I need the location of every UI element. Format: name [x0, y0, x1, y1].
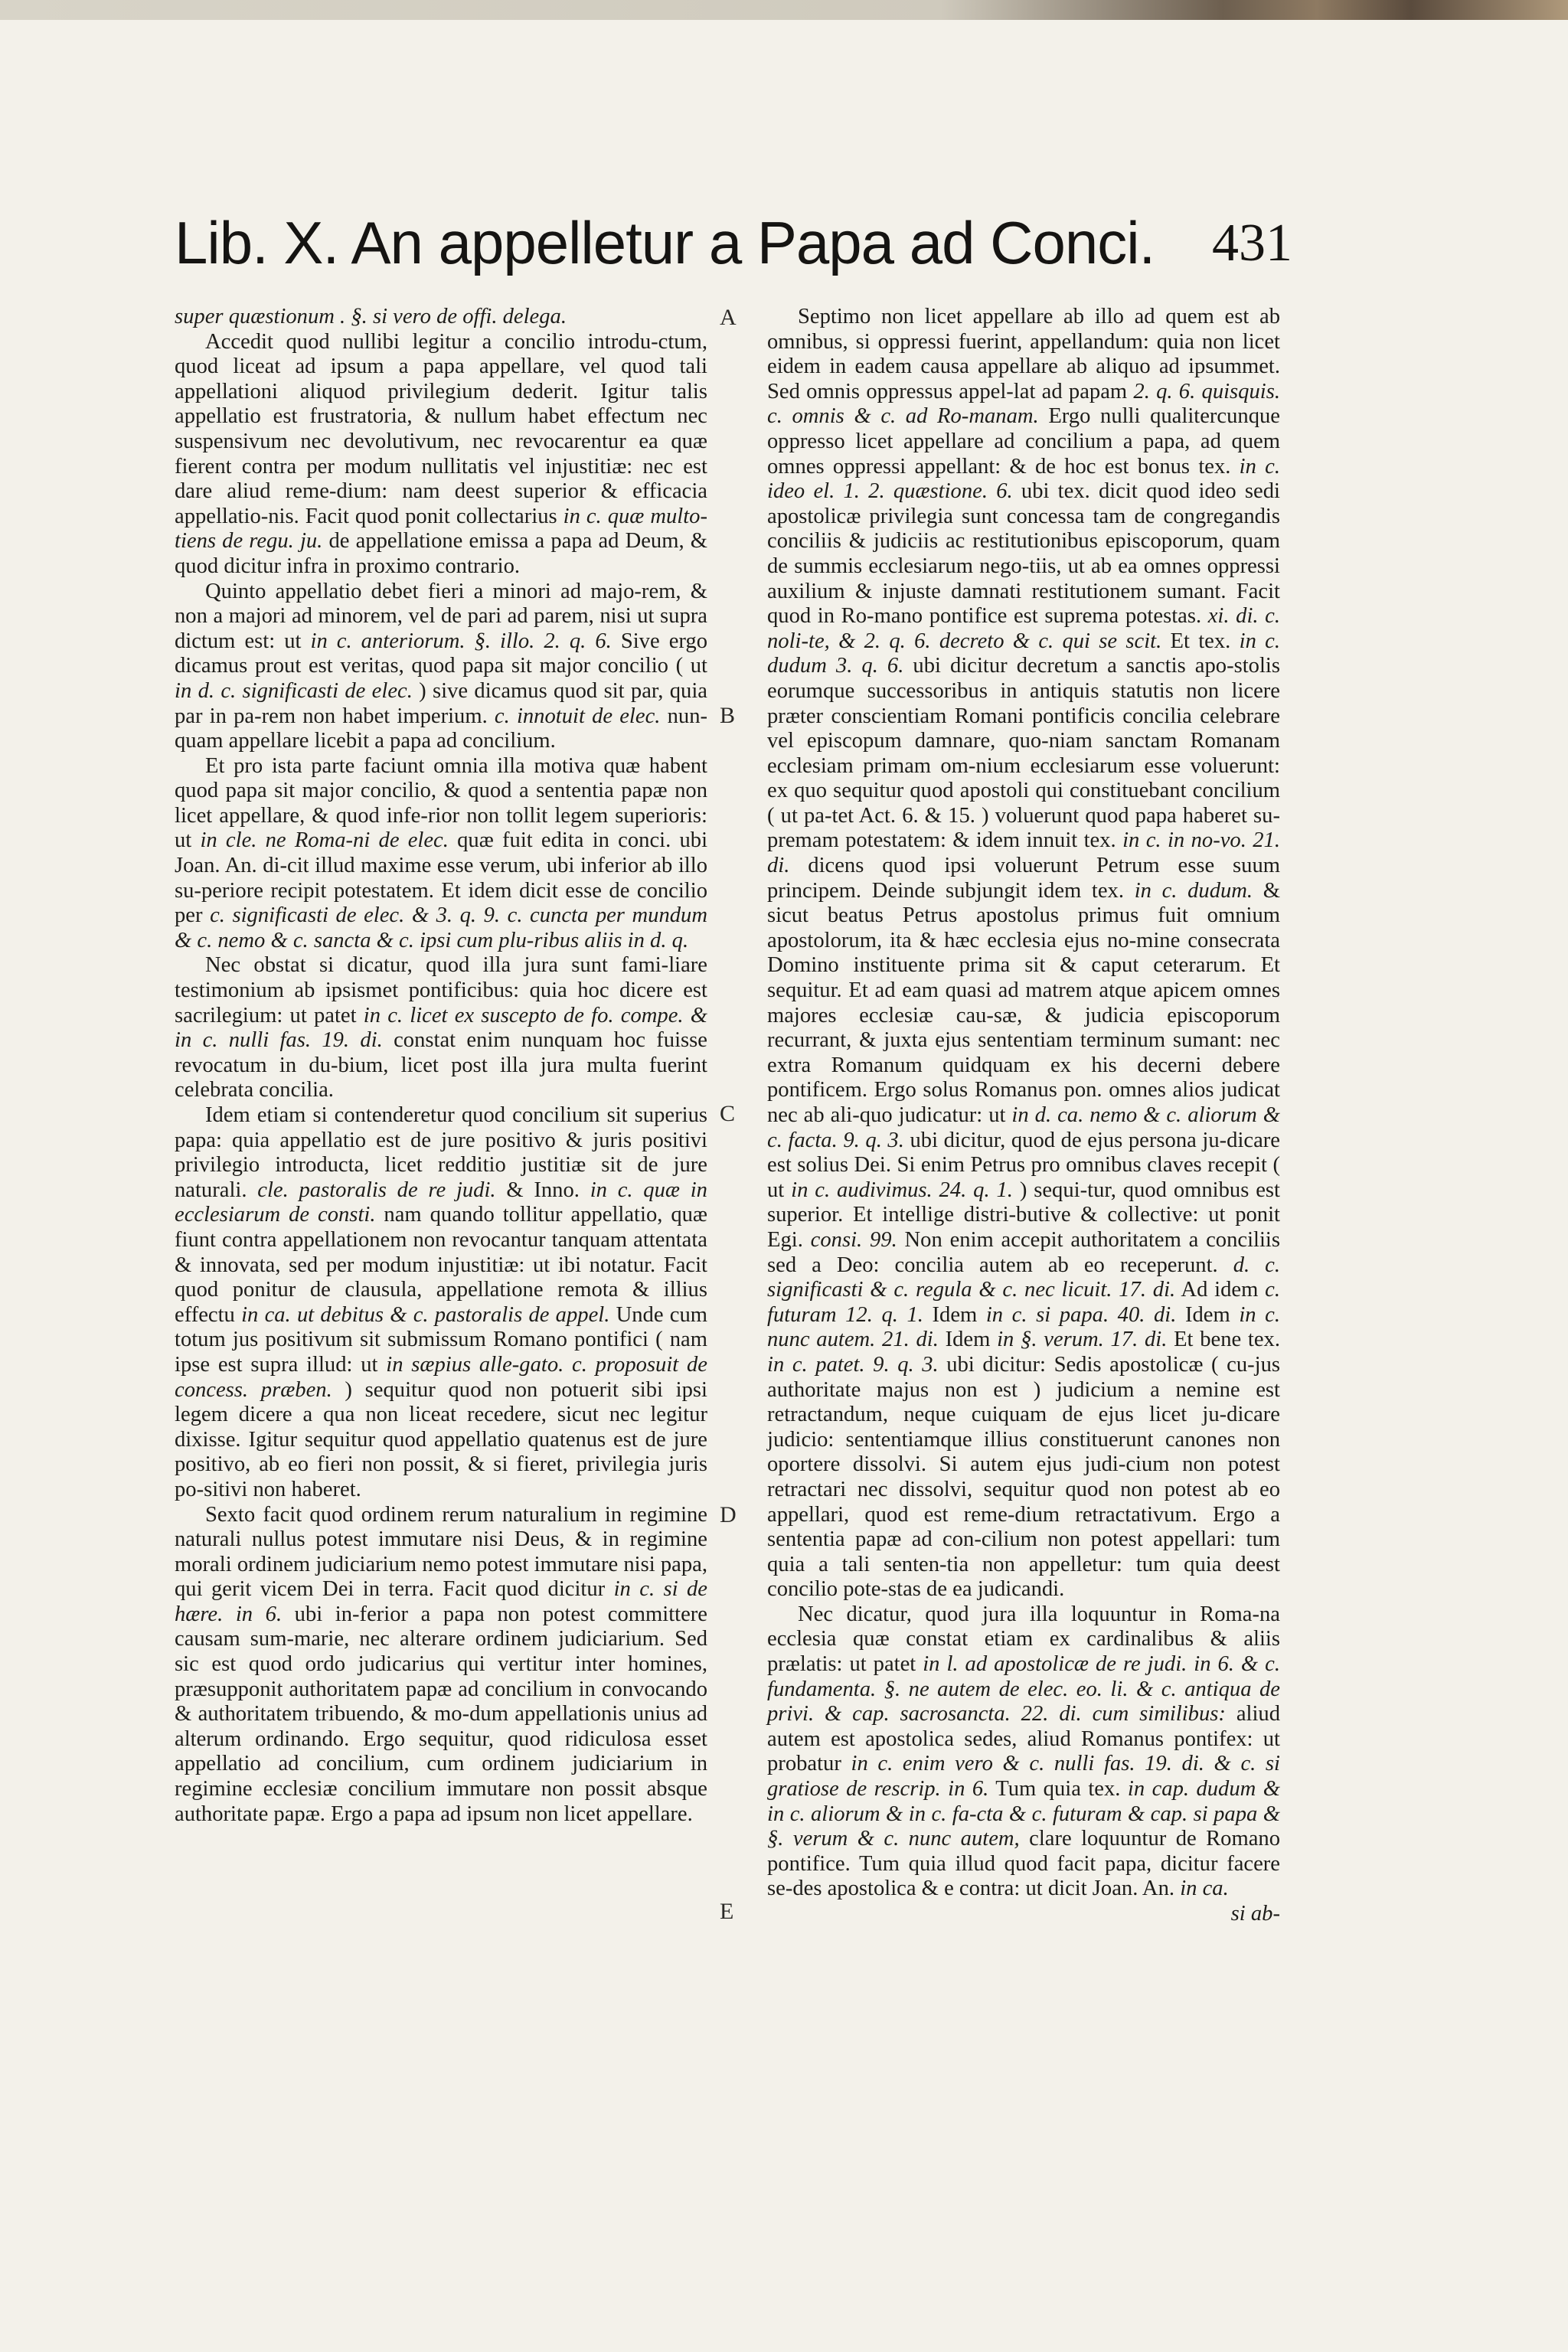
- citation-text: c. futuram 12. q. 1.: [767, 1278, 1280, 1327]
- citation-text: in c. si papa. 40. di.: [985, 1302, 1177, 1327]
- citation-text: in c. anteriorum. §. illo. 2. q. 6.: [310, 629, 612, 653]
- body-text: ubi dicitur, quod de ejus persona ju-dicare est solius Dei. Si enim Petrus pro omnibus claves recepit ( ut: [767, 1128, 1281, 1202]
- paragraph: [767, 305, 1280, 1602]
- body-text: Idem: [923, 1302, 986, 1327]
- body-text: ubi tex. dicit quod ideo sedi apostolicæ privilegia sunt concessa tam de congregandis conciliis & judiciis ac restitutionibus episcoporum, quam de summis ecclesiarum nego-tiis, ut ab ea omnes oppressi auxilium & injuste damnati restitutionem sumant. Facit quod in Ro-mano pontifice est suprema potestas.: [767, 479, 1280, 629]
- citation-text: 2. q. 6. quisquis. c. omnis & c. ad Ro-manam.: [767, 379, 1280, 429]
- margin-letter-a: A: [720, 305, 737, 330]
- body-text: constat enim nunquam hoc fuisse revocatum in du-bium, licet post illa jura multa fuerint celebrata concilia.: [175, 1028, 707, 1102]
- body-text: Nec dicatur, quod jura illa loquuntur in Roma-na ecclesia quæ constat etiam ex cardinalibus & aliis prælatis: ut patet: [767, 1602, 1280, 1677]
- book-page: [0, 20, 1568, 2352]
- paragraph: [175, 1103, 707, 1503]
- body-text: Ergo nulli qualitercunque oppresso licet appellare ad concilium a papa, ad quem omnes oppressi appellant: & de hoc est bonus tex.: [767, 404, 1280, 479]
- margin-letter-b: B: [720, 703, 736, 728]
- citation-text: in cle. ne Roma-ni de elec.: [200, 828, 449, 853]
- citation-text: c. innotuit de elec.: [494, 704, 661, 728]
- citation-text: in ca. ut debitus & c. pastoralis de appel.: [241, 1302, 610, 1327]
- paragraph: [175, 330, 707, 580]
- paragraph: [175, 580, 707, 754]
- citation-text: in l. ad apostolicæ de re judi. in 6. & c. fundamenta. §. ne autem de elec. eo. li. & c. antiqua de privi. & cap. sacrosancta. 22. di. cum similibus:: [767, 1652, 1280, 1726]
- body-text: Septimo non licet appellare ab illo ad quem est ab omnibus, si oppressi fuerint, appellandum: quia non licet eidem in eadem causa appellare ab aliquo ad ipsummet. Sed omnis oppressus appel-lat ad papam: [767, 305, 1280, 403]
- citation-text: in c. licet ex suscepto de fo. compe. & in c. nulli fas. 19. di.: [175, 1003, 708, 1053]
- right-column: [767, 305, 1280, 1927]
- body-text: ) sive dicamus quod sit par, quia par in pa-rem non habet imperium.: [175, 678, 707, 728]
- paragraph: [767, 1602, 1280, 1902]
- page-top-edge: [0, 0, 1568, 20]
- citation-text: in c. quæ multo-tiens de regu. ju.: [175, 504, 707, 554]
- body-text: Et pro ista parte faciunt omnia illa motiva quæ habent quod papa sit major concilio, & quod a sententia papæ non licet appellare, & quod infe-rior non tollit legem superioris: ut: [175, 753, 707, 853]
- citation-text: xi. di. c. noli-te, & 2. q. 6. decreto & c. qui se scit.: [767, 604, 1280, 653]
- paragraph: [175, 953, 707, 1103]
- body-text: clare loquuntur de Romano pontifice. Tum quia illud quod facit papa, dicitur facere se-des apostolica & e contra: ut dicit Joan. An.: [767, 1827, 1280, 1901]
- body-text: ubi dicitur decretum a sanctis apo-stolis eorumque successoribus in antiquis statutis non licere præter conscientiam Romani pontificis concilia celebrare vel episcopum damnare, quo-niam sanctam Romanam ecclesiam primam om-nium ecclesiarum esse voluerunt: ex quo sequitur quod apostoli qui constituebant concilium ( ut pa-tet Act. 6. & 15. ) voluerunt quod papa haberet su-premam potestatem: & idem innuit tex.: [767, 654, 1280, 853]
- paragraph: [175, 754, 707, 954]
- body-text: Non enim accepit authoritatem a conciliis sed a Deo: concilia autem ab eo receperunt.: [767, 1227, 1280, 1277]
- body-text: Idem etiam si contenderetur quod concilium sit superius papa: quia appellatio est de jure positivo & juris positivi privilegio introducta, licet redditio justitiæ sit de jure naturali.: [175, 1103, 707, 1202]
- citation-text: d. c. significasti & c. regula & c. nec licuit. 17. di.: [767, 1253, 1280, 1302]
- body-text: ubi dicitur: Sedis apostolicæ ( cu-jus authoritate majus non est ) judicium a nemine est retractandum, neque cuiquam de ejus licet ju-dicare judicio: sententiamque illius constituerunt canones non oportere dissolvi. Si autem ejus judi-cium non potest retractari nec dissolvi, sequitur quod non potest ab eo appellari, quod est reme-dium retractativum. Ergo a sententia papæ ad con-cilium non potest appellari: tum quia a tali senten-tia non appelletur: tum quia deest concilio pote-stas de ea judicandi.: [767, 1352, 1281, 1602]
- citation-text: in cap. dudum & in c. aliorum & in c. fa-cta & c. futuram & cap. si papa & §. verum & c. nunc autem,: [767, 1777, 1280, 1851]
- citation-text: si ab-: [1230, 1902, 1280, 1926]
- running-head: [175, 208, 1292, 308]
- citation-text: cle. pastoralis de re judi.: [257, 1178, 496, 1202]
- margin-letter-e: E: [720, 1899, 734, 1924]
- body-text: de appellatione emissa a papa ad Deum, & quod dicitur infra in proximo contrario.: [175, 529, 708, 578]
- citation-text: in d. ca. nemo & c. aliorum & c. facta. 9. q. 3.: [767, 1103, 1280, 1152]
- page-number: 431: [1212, 214, 1292, 273]
- citation-text: c. significasti de elec. & 3. q. 9. c. cuncta per mundum & c. nemo & c. sancta & c. ipsi cum plu-ribus aliis in d. q.: [175, 903, 707, 952]
- citation-text: super quæstionum . §. si vero de offi. delega.: [175, 305, 567, 328]
- body-text: Et tex.: [1161, 629, 1240, 653]
- citation-text: in d. c. significasti de elec.: [175, 678, 413, 703]
- citation-text: consi. 99.: [810, 1227, 897, 1252]
- citation-text: in c. audivimus. 24. q. 1.: [791, 1178, 1013, 1202]
- citation-text: in sæpius alle-gato. c. proposuit de concess. præben.: [175, 1352, 707, 1402]
- body-text: ) sequi-tur, quod omnibus est superior. Et intellige distri-butive & collective: ut ponit Egi.: [767, 1178, 1280, 1252]
- body-text: nun-quam appellare licebit a papa ad concilium.: [175, 704, 708, 753]
- body-text: Idem: [938, 1328, 998, 1352]
- paragraph: [767, 1902, 1280, 1927]
- citation-text: in ca.: [1180, 1877, 1229, 1901]
- citation-text: in c. enim vero & c. nulli fas. 19. di. & c. si gratiose de rescrip. in 6.: [767, 1752, 1280, 1802]
- margin-letter-c: C: [720, 1101, 736, 1126]
- citation-text: in c. dudum 3. q. 6.: [767, 629, 1280, 678]
- running-head-title: Lib. X. An appelletur a Papa ad Conci.: [175, 209, 1155, 276]
- citation-text: in §. verum. 17. di.: [997, 1328, 1168, 1352]
- body-text: & Inno.: [495, 1178, 590, 1202]
- body-text: quæ fuit edita in conci. ubi Joan. An. di-cit illud maxime esse verum, ubi inferior ab illo su-periore recipit potestatem. Et idem dicit esse de concilio per: [175, 828, 708, 928]
- citation-text: in c. dudum.: [1134, 878, 1253, 903]
- body-text: Tum quia tex.: [988, 1777, 1128, 1802]
- body-text: Sexto facit quod ordinem rerum naturalium in regimine naturali nullus potest immutare nisi Deus, & in regimine morali ordinem judiciarium nemo potest immutare nisi papa, qui gerit vicem Dei in terra. Facit quod dicitur: [175, 1502, 707, 1602]
- body-text: Nec obstat si dicatur, quod illa jura sunt fami-liare testimonium ab ipsismet pontificibus: quia hoc dicere est sacrilegium: ut patet: [175, 953, 707, 1027]
- citation-text: in c. patet. 9. q. 3.: [767, 1352, 939, 1377]
- body-text: Ad idem: [1175, 1278, 1266, 1302]
- left-column: [175, 305, 707, 1827]
- citation-text: in c. in no-vo. 21. di.: [767, 828, 1280, 878]
- body-text: Unde cum totum jus positivum sit submissum Romano pontifici ( nam ipse est supra illud: ut: [175, 1302, 707, 1377]
- body-text: ubi in-ferior a papa non potest committere causam sum-marie, nec alterare ordinem judiciarium. Sed sic est quod ordo judicarius qui vertitur inter homines, præsupponit authoritatem papæ ad concilium in convocando & authoritatem tribuendo, & mo-dum appellationis unius ad alterum ordinando. Ergo sequitur, quod ridiculosa esset appellatio ad concilium, cum ordinem judiciarium in regimine ecclesiæ concilium immutare non possit absque authoritate papæ. Ergo a papa ad ipsum non licet appellare.: [175, 1602, 707, 1826]
- body-text: dicens quod ipsi voluerunt Petrum esse suum principem. Deinde subjungit idem tex.: [767, 854, 1280, 903]
- citation-text: in c. ideo el. 1. 2. quæstione. 6.: [767, 454, 1280, 504]
- citation-text: in c. si de hære. in 6.: [175, 1577, 708, 1626]
- body-text: Idem: [1176, 1302, 1240, 1327]
- citation-text: in c. quæ in ecclesiarum de consti.: [175, 1178, 707, 1227]
- body-text: & sicut beatus Petrus apostolus primus fuit omnium apostolorum, ita & hæc ecclesia ejus no-mine consecrata Domino instituente prima sit & caput ceterarum. Et sequitur. Et ad eam quasi ad matrem atque apicem omnes majores ecclesiæ cau-sæ, & judicia episcoporum recurrant, & juxta ejus sententiam terminum sumant: nec extra Romanum quidquam ex his decerni debere pontificem. Ergo solus Romanus pon. omnes alios judicat nec ab ali-quo judicatur: ut: [767, 878, 1281, 1127]
- margin-letter-d: D: [720, 1502, 737, 1527]
- body-text: Sive ergo dicamus prout est veritas, quod papa sit major concilio ( ut: [175, 629, 707, 678]
- body-text: ) sequitur quod non potuerit sibi ipsi legem dicere a qua non liceat recedere, sicut nec legitur dixisse. Igitur sequitur quod appellatio quatenus est de jure positivo, ab eo fieri non possit, & si fieret, privilegia juris po-sitivi non haberet.: [175, 1377, 707, 1501]
- body-text: aliud autem est apostolica sedes, aliud Romanus pontifex: ut probatur: [767, 1702, 1281, 1776]
- body-text: nam quando tollitur appellatio, quæ fiunt contra appellationem non revocantur tanquam attentata & innovata, sed per modum injustitiæ: ut ibi notatur. Facit quod ponitur de clausula, appellatione remota & illius effectu: [175, 1203, 707, 1327]
- body-text: Quinto appellatio debet fieri a minori ad majo-rem, & non a majori ad minorem, vel de pari ad parem, nisi ut supra dictum est: ut: [175, 579, 707, 653]
- body-text: Accedit quod nullibi legitur a concilio introdu-ctum, quod liceat ad ipsum a papa appellare, vel quod tali appellationi aliquod privilegium dederit. Igitur talis appellatio est frustratoria, & nullum habet effectum nec suspensivum nec devolutivum, nec revocarentur ea quæ fierent contra per modum nullitatis vel injustitiæ: nec est dare aliud reme-dium: nam deest superior & efficacia appellatio-nis. Facit quod ponit collectarius: [175, 329, 707, 528]
- body-text: Et bene tex.: [1167, 1328, 1280, 1352]
- citation-text: in c. nunc autem. 21. di.: [767, 1302, 1280, 1352]
- paragraph: [175, 1503, 707, 1828]
- paragraph: [175, 305, 707, 330]
